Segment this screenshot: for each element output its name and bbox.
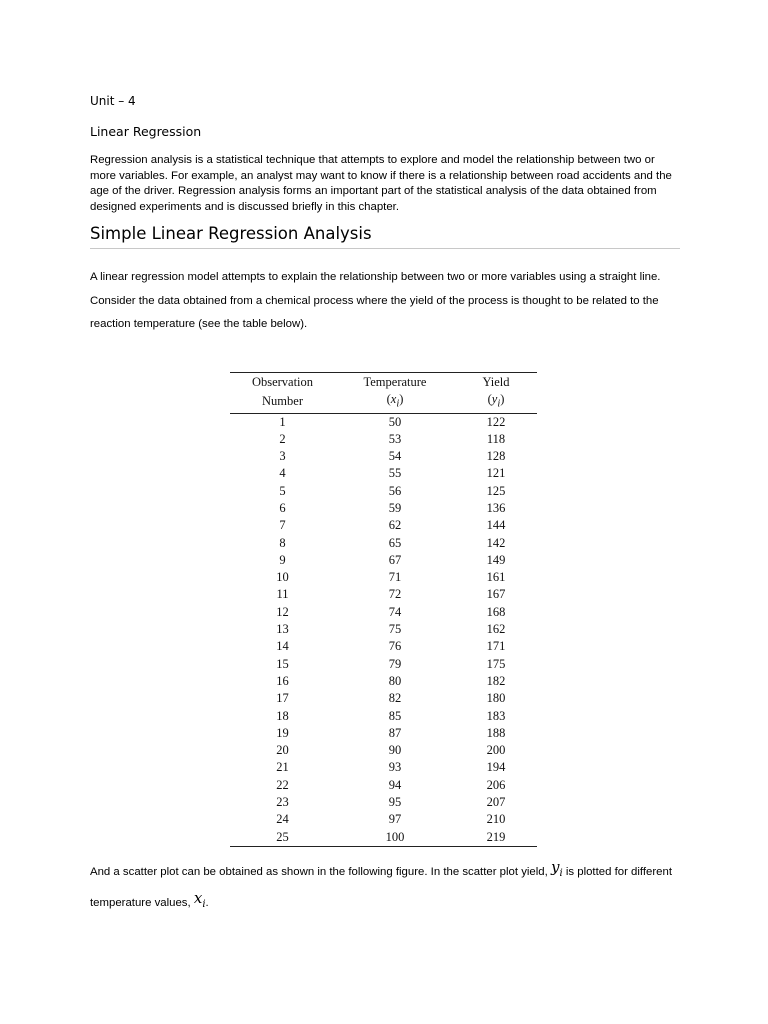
yield-cell: 149 (486, 552, 506, 567)
var-x-sub: i (396, 398, 400, 410)
yield-cell: 167 (486, 587, 506, 602)
yield-cell: 144 (486, 518, 506, 533)
yield-cell: 128 (486, 449, 506, 464)
math-yi-sub: i (559, 868, 563, 879)
table-row (230, 500, 537, 517)
yield-cell: 171 (486, 639, 506, 654)
yield-cell: 182 (486, 673, 506, 688)
section-heading: Simple Linear Regression Analysis (90, 224, 372, 243)
observation-cell: 21 (276, 760, 289, 775)
observation-cell: 9 (279, 552, 286, 567)
table-row (230, 465, 537, 482)
observation-cell: 20 (276, 743, 289, 758)
table-row (230, 569, 537, 586)
temperature-cell: 100 (335, 829, 455, 847)
temperature-cell: 62 (388, 518, 402, 533)
temperature-cell: 97 (388, 812, 402, 827)
table-row (230, 829, 537, 847)
data-table (230, 372, 537, 847)
observation-cell: 22 (276, 777, 289, 792)
temperature-cell: 79 (388, 656, 402, 671)
table-row (230, 517, 537, 534)
table-row (230, 777, 537, 794)
observation-cell: 25 (230, 829, 335, 847)
observation-cell: 3 (279, 449, 286, 464)
table-row (230, 586, 537, 603)
observation-cell: 7 (279, 518, 286, 533)
document-subtitle: Linear Regression (90, 124, 202, 139)
temperature-cell: 95 (388, 795, 402, 810)
math-xi-var: x (193, 889, 203, 907)
header-yield-var: $(y_i)$ (455, 391, 537, 413)
table-row (230, 413, 537, 431)
table-row (230, 621, 537, 638)
yield-cell: 142 (486, 535, 506, 550)
temperature-cell: 93 (388, 760, 402, 775)
table-row (230, 708, 537, 725)
table-row (230, 535, 537, 552)
yield-cell: 210 (486, 812, 506, 827)
table-row (230, 690, 537, 707)
math-yi-var: y (550, 858, 560, 876)
section-paragraph: A linear regression model attempts to explain the relationship between two or more variables using a straight line. Consider the data obtained from a chemical process where the yield of the process is thought to be related to the reaction temperature (see the table below). (90, 271, 661, 330)
table-row (230, 656, 537, 673)
table-row (230, 448, 537, 465)
temperature-cell: 80 (388, 673, 402, 688)
temperature-cell: 75 (388, 622, 402, 637)
yield-cell: 121 (486, 466, 506, 481)
yield-cell: 168 (486, 604, 506, 619)
yield-cell: 175 (486, 656, 506, 671)
heading-underline (90, 248, 680, 249)
yield-cell: 122 (486, 414, 506, 429)
table-row (230, 431, 537, 448)
observation-cell: 17 (276, 691, 289, 706)
table-row (230, 552, 537, 569)
observation-cell: 16 (276, 673, 289, 688)
yield-cell: 118 (486, 431, 506, 446)
yield-cell: 183 (486, 708, 506, 723)
yield-cell: 136 (486, 500, 506, 515)
math-xi (193, 889, 206, 910)
closing-text-3: . (205, 897, 209, 909)
closing-paragraph (90, 858, 690, 920)
observation-cell: 12 (276, 604, 289, 619)
yield-cell: 200 (486, 743, 506, 758)
observation-cell: 24 (276, 812, 289, 827)
table-row (230, 483, 537, 500)
yield-cell: 207 (486, 795, 506, 810)
header-observation: Observation (230, 373, 335, 392)
temperature-cell: 53 (388, 431, 402, 446)
table-body (230, 413, 537, 846)
temperature-cell: 50 (388, 414, 402, 429)
temperature-cell: 85 (388, 708, 402, 723)
yield-cell: 180 (486, 691, 506, 706)
yield-cell: 206 (486, 777, 506, 792)
yield-cell: 219 (455, 829, 537, 847)
temperature-cell: 82 (388, 691, 402, 706)
yield-cell: 125 (486, 483, 506, 498)
header-temperature: Temperature (335, 373, 455, 392)
table-row (230, 638, 537, 655)
temperature-cell: 67 (388, 552, 402, 567)
yield-cell: 162 (486, 622, 506, 637)
table-header-row-2 (230, 391, 537, 413)
yield-cell: 188 (486, 725, 506, 740)
closing-text-2: is plotted for different temperature values, (90, 866, 673, 909)
table-row (230, 811, 537, 828)
observation-cell: 8 (279, 535, 286, 550)
observation-cell: 14 (276, 639, 289, 654)
unit-label: Unit – 4 (90, 94, 136, 108)
table-row (230, 604, 537, 621)
temperature-cell: 87 (388, 725, 402, 740)
yield-cell: 161 (486, 570, 506, 585)
table-header-row (230, 373, 537, 392)
temperature-cell: 72 (388, 587, 402, 602)
temperature-cell: 74 (388, 604, 402, 619)
observation-cell: 19 (276, 725, 289, 740)
observation-cell: 18 (276, 708, 289, 723)
temperature-cell: 71 (388, 570, 402, 585)
observation-cell: 13 (276, 622, 289, 637)
table-row (230, 794, 537, 811)
math-yi (550, 858, 563, 879)
var-y-sub: i (497, 398, 501, 410)
observation-cell: 15 (276, 656, 289, 671)
observation-cell: 4 (279, 466, 286, 481)
math-xi-sub: i (202, 899, 206, 910)
var-y: y (491, 392, 498, 406)
table-row (230, 725, 537, 742)
observation-cell: 2 (279, 431, 286, 446)
table-row (230, 742, 537, 759)
closing-text-1: And a scatter plot can be obtained as shown in the following figure. In the scatter plot yield, (90, 866, 548, 878)
temperature-cell: 76 (388, 639, 402, 654)
header-number: Number (230, 391, 335, 413)
observation-cell: 23 (276, 795, 289, 810)
table-row (230, 673, 537, 690)
temperature-cell: 56 (388, 483, 402, 498)
temperature-cell: 59 (388, 500, 402, 515)
temperature-cell: 54 (388, 449, 402, 464)
observation-cell: 1 (279, 414, 286, 429)
temperature-cell: 90 (388, 743, 402, 758)
temperature-cell: 65 (388, 535, 402, 550)
observation-cell: 6 (279, 500, 286, 515)
observation-cell: 11 (276, 587, 289, 602)
table-row (230, 759, 537, 776)
temperature-cell: 55 (388, 466, 402, 481)
intro-paragraph: Regression analysis is a statistical technique that attempts to explore and model the relationship between two or more variables. For example, an analyst may want to know if there is a relationship between road accidents and the age of the driver. Regression analysis forms an important part of the statistical analysis of the data obtained from designed experiments and is discussed briefly in this chapter. (90, 154, 672, 213)
header-yield: Yield (455, 373, 537, 392)
observation-cell: 5 (279, 483, 286, 498)
header-temperature-var: $(x_i)$ (335, 391, 455, 413)
yield-cell: 194 (486, 760, 506, 775)
observation-cell: 10 (276, 570, 289, 585)
temperature-cell: 94 (388, 777, 402, 792)
var-x: x (390, 392, 397, 406)
